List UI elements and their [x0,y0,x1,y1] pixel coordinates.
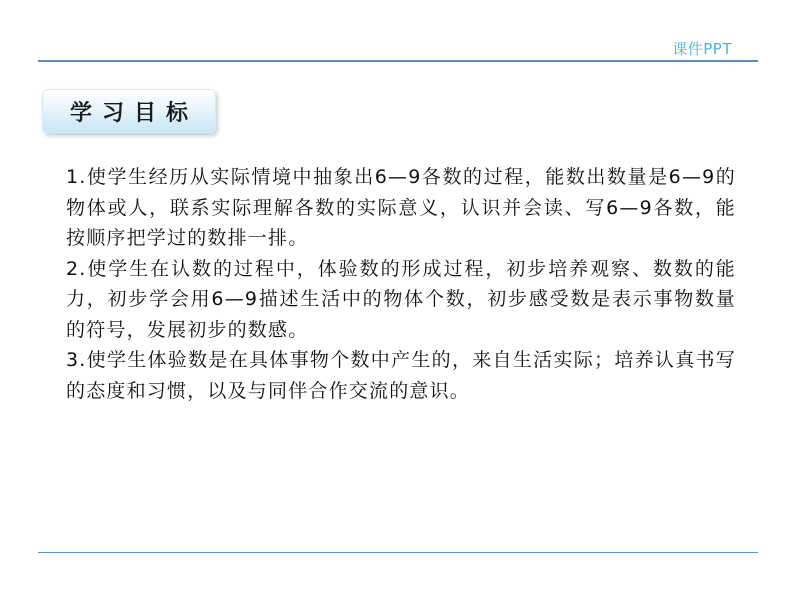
objectives-list [66,162,736,406]
brand-label: 课件PPT [672,40,732,58]
objective-item-3: 3.使学生体验数是在具体事物个数中产生的，来自生活实际；培养认真书写的态度和习惯，以及与同伴合作交流的意识。 [66,349,736,402]
title-tab [42,89,216,133]
bottom-divider [38,552,758,553]
page-title: 学习目标 [69,100,198,126]
objective-item-1: 1.使学生经历从实际情境中抽象出6—9各数的过程，能数出数量是6—9的物体或人，联系实际理解各数的实际意义，认识并会读、写6—9各数，能按顺序把学过的数排一排。 [66,166,736,249]
top-divider [38,60,758,62]
objective-item-2: 2.使学生在认数的过程中，体验数的形成过程，初步培养观察、数数的能力，初步学会用6—9描述生活中的物体个数，初步感受数是表示事物数量的符号，发展初步的数感。 [66,257,736,341]
